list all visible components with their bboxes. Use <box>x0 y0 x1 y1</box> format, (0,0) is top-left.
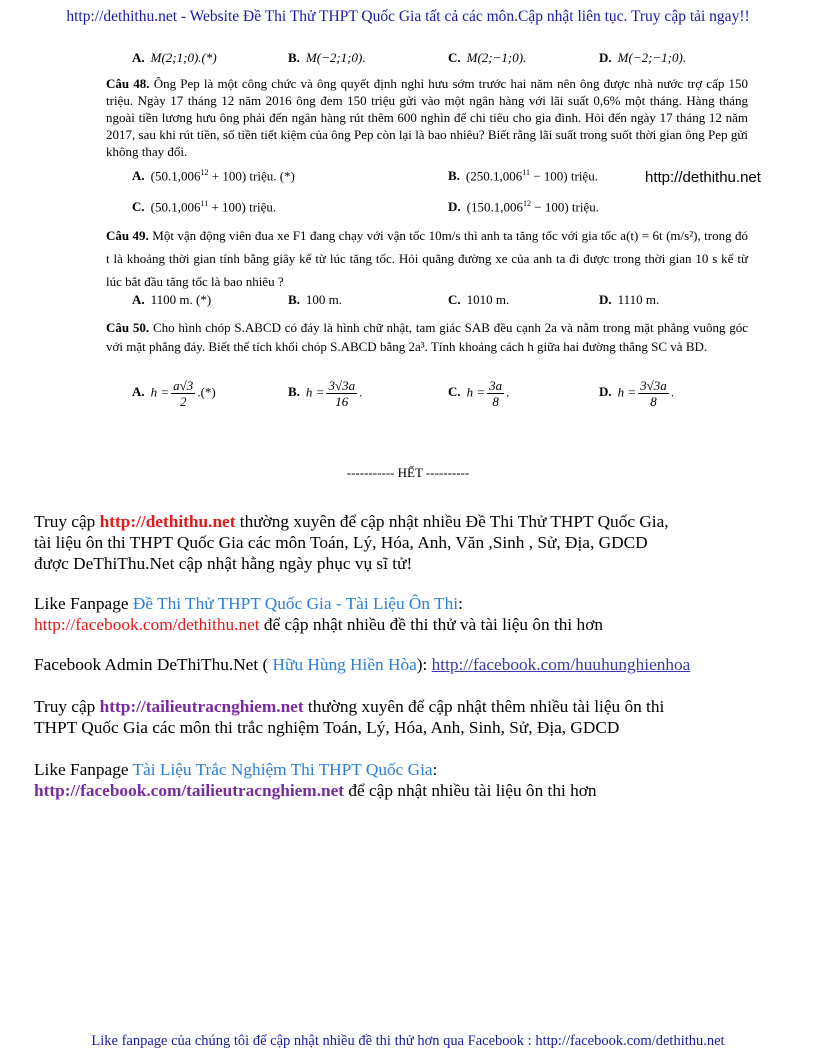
promo-tailieu: Truy cập http://tailieutracnghiem.net thường xuyên để cập nhật thêm nhiều tài liệu ôn thi THPT Quốc Gia các môn thi trắc nghiệm Toán, Lý, Hóa, Anh, Sinh, Sử, Địa, GDCD <box>34 697 665 737</box>
question-50 <box>106 318 748 356</box>
q48-option-a: A. $(50.1,006^{12} + 100)$ triệu. (*) <box>132 168 295 184</box>
q47-options <box>0 50 816 70</box>
q47-option-b: B. M(−2;1;0). <box>288 50 366 65</box>
admin-facebook-link[interactable]: http://facebook.com/huuhunghienhoa <box>431 655 691 674</box>
watermark-link[interactable]: http://dethithu.net <box>645 169 761 186</box>
q50-option-a: A. h = $\frac{a√3}{2}$ .(*) <box>132 378 216 409</box>
q47-option-c: C. M(2;−1;0). <box>448 50 527 65</box>
fanpage-tailieu-link[interactable]: Tài Liệu Trắc Nghiệm Thi THPT Quốc Gia <box>132 760 433 779</box>
promo-dethithu: Truy cập http://dethithu.net thường xuyên để cập nhật nhiều Đề Thi Thử THPT Quốc Gia, tài liệu ôn thi THPT Quốc Gia các môn Toán, Lý, Hóa, Anh, Văn ,Sinh , Sử, Địa, GDCD được DeThiThu.Net cập nhật hằng ngày phục vụ sĩ tử! <box>34 512 669 573</box>
q48-options-row1 <box>0 168 816 188</box>
question-number: Câu 48. <box>106 76 150 91</box>
question-48 <box>106 75 748 160</box>
dethithu-link[interactable]: http://dethithu.net <box>99 512 236 531</box>
promo-admin: Facebook Admin DeThiThu.Net ( Hữu Hùng Hiền Hòa): http://facebook.com/huuhunghienhoa <box>34 655 691 674</box>
question-text: Cho hình chóp S.ABCD có đáy là hình chữ nhật, tam giác SAB đều cạnh 2a và nằm trong mặt phẳng vuông góc với mặt phẳng đáy. Biết thể tích khối chóp S.ABCD bằng 2a³. Tính khoảng cách h giữa hai đường thẳng SC và BD. <box>106 320 748 354</box>
q49-options <box>0 292 816 312</box>
promo-fanpage-tailieu: Like Fanpage Tài Liệu Trắc Nghiệm Thi THPT Quốc Gia: http://facebook.com/tailieutracnghiem.net để cập nhật nhiều tài liệu ôn thi hơn <box>34 760 597 800</box>
q50-option-d: D. h = $\frac{3√3a}{8}$ . <box>599 378 675 409</box>
q50-options <box>0 378 816 418</box>
question-text: Ông Pep là một công chức và ông quyết định nghỉ hưu sớm trước hai năm nên ông được nhà nước trợ cấp 150 triệu. Ngày 17 tháng 12 năm 2016 ông đem 150 triệu gửi vào một ngân hàng với lãi suất 0,6% một tháng. Hàng tháng ngoài tiền lương hưu ông phải đến ngân hàng rút thêm 600 nghìn để chi tiêu cho gia đình. Hỏi đến ngày 17 tháng 12 năm 2017, sau khi rút tiền, số tiền tiết kiệm của ông Pep còn lại là bao nhiêu? Biết rằng lãi suất trong suốt thời gian ông Pep gửi không thay đổi. <box>106 76 749 159</box>
q48-option-d: D. $(150.1,006^{12} - 100)$ triệu. <box>448 199 599 215</box>
q49-option-b: B. 100 m. <box>288 292 343 307</box>
q47-option-a: A. M(2;1;0).(*) <box>132 50 217 65</box>
tailieu-link[interactable]: http://tailieutracnghiem.net <box>99 697 304 716</box>
q48-option-b: B. $(250.1,006^{11} - 100)$ triệu. <box>448 168 598 184</box>
end-mark: ----------- HẾT ---------- <box>346 465 470 480</box>
footer-banner[interactable]: Like fanpage của chúng tôi để cập nhật nhiều đề thi thử hơn qua Facebook : http://facebook.com/dethithu.net <box>91 1033 725 1049</box>
q49-option-c: C. 1010 m. <box>448 292 510 307</box>
question-number: Câu 49. <box>106 228 149 243</box>
q50-option-c: C. h = $\frac{3a}{8}$ . <box>448 378 510 409</box>
promo-fanpage-dethithu: Like Fanpage Đề Thi Thử THPT Quốc Gia - Tài Liệu Ôn Thi: http://facebook.com/dethithu.net để cập nhật nhiều đề thi thử và tài liệu ôn thi hơn <box>34 594 603 634</box>
q47-option-d: D. M(−2;−1;0). <box>599 50 687 65</box>
facebook-dethithu-link[interactable]: http://facebook.com/dethithu.net <box>34 615 260 634</box>
q49-option-d: D. 1110 m. <box>599 292 660 307</box>
facebook-tailieu-link[interactable]: http://facebook.com/tailieutracnghiem.net <box>34 781 345 800</box>
q49-option-a: A. 1100 m. (*) <box>132 292 212 307</box>
top-banner[interactable]: http://dethithu.net - Website Đề Thi Thử THPT Quốc Gia tất cả các môn.Cập nhật liên tục. Truy cập tải ngay!! <box>66 8 750 25</box>
question-number: Câu 50. <box>106 320 150 335</box>
admin-name-link[interactable]: Hữu Hùng Hiền Hòa <box>272 655 417 674</box>
question-text-line2: a(t) = 6t (m/s²), trong đó t là khoảng thời gian tính bằng giây kể từ lúc tăng tốc. Hỏi quãng đường xe của anh ta đi được trong thời gian 10 s kể từ lúc bắt đầu tăng tốc là bao nhiêu ? <box>106 228 749 289</box>
q48-options-row2 <box>0 199 816 219</box>
q48-option-c: C. $(50.1,006^{11} + 100)$ triệu. <box>132 199 277 215</box>
question-text-line1: Một vận động viên đua xe F1 đang chạy với vận tốc 10m/s thì anh ta tăng tốc với gia tốc <box>152 228 617 243</box>
q50-option-b: B. h = $\frac{3√3a}{16}$ . <box>288 378 363 409</box>
question-49 <box>106 224 748 293</box>
fanpage-dethithu-link[interactable]: Đề Thi Thử THPT Quốc Gia - Tài Liệu Ôn Thi <box>132 594 459 613</box>
